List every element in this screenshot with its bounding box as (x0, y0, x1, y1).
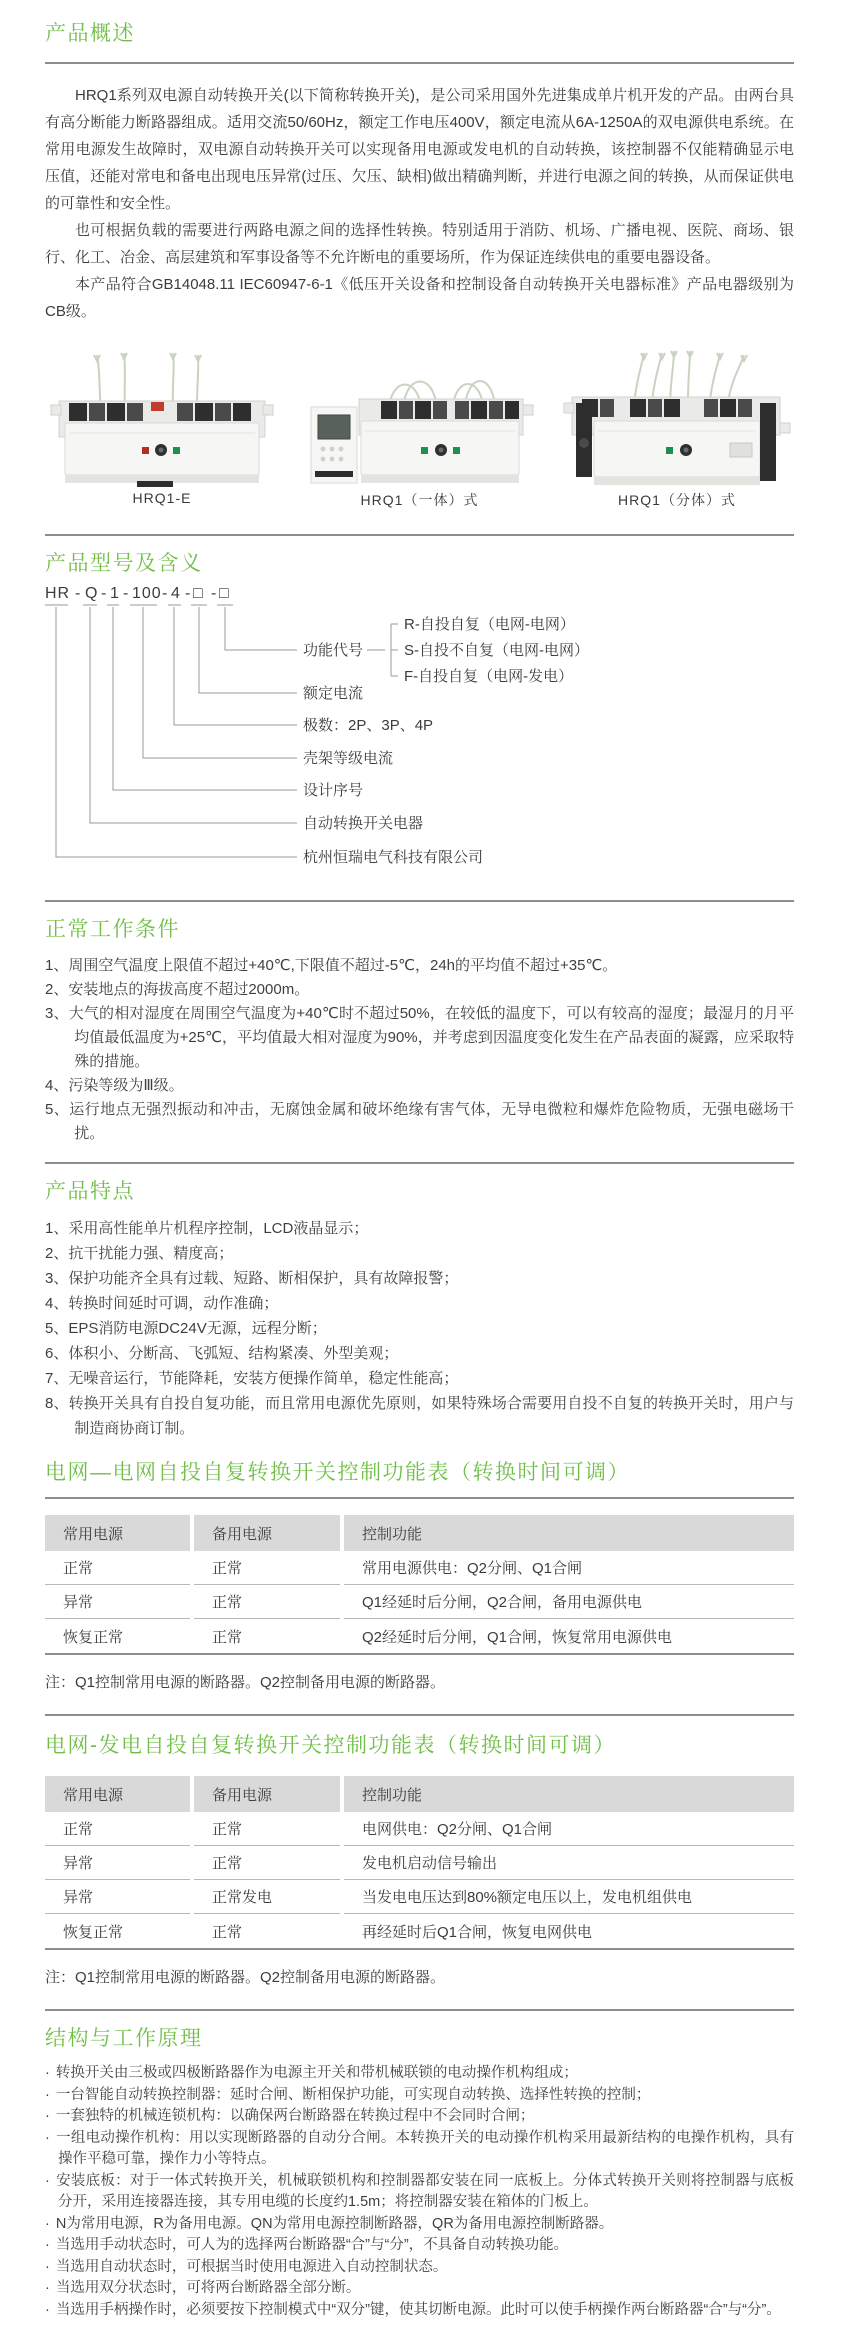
table-note: 注：Q1控制常用电源的断路器。Q2控制备用电源的断路器。 (45, 1969, 446, 1986)
section-title-features: 产品特点 (45, 1180, 135, 1203)
section-title-model: 产品型号及含义 (45, 552, 203, 575)
table-header-row (45, 1776, 794, 1812)
structure-item: · 一台智能自动转换控制器：延时合闸、断相保护功能，可实现自动转换、选择性转换的控制； (45, 2085, 794, 2107)
table-cell: 异常 (45, 1585, 190, 1619)
table-row (45, 1846, 794, 1880)
overview-paragraph: 本产品符合GB14048.11 IEC60947-6-1《低压开关设备和控制设备自动转换开关电器标准》产品电器级别为CB级。 (45, 276, 794, 320)
function-option-r: R-自投自复（电网-电网） (404, 616, 575, 633)
table-cell: 发电机启动信号输出 (344, 1846, 794, 1880)
table-cell: 当发电电压达到80%额定电压以上，发电机组供电 (344, 1880, 794, 1914)
structure-item: · 当选用手动状态时，可人为的选择两台断路器“合”与“分”，不具备自动转换功能。 (45, 2235, 794, 2257)
model-separator: - (211, 585, 218, 602)
table-cell: 正常 (194, 1585, 340, 1619)
model-label-company: 杭州恒瑞电气科技有限公司 (303, 849, 484, 866)
table-cell: 异常 (45, 1846, 190, 1880)
table-cell: Q2经延时后分闸，Q1合闸，恢复常用电源供电 (362, 1628, 673, 1646)
feature-item: 3、保护功能齐全具有过载、短路、断相保护，具有故障报警； (45, 1270, 459, 1287)
table-row (45, 1914, 794, 1948)
feature-item: 7、无噪音运行，节能降耗，安装方便操作简单，稳定性能高； (45, 1370, 459, 1387)
structure-item: · 当选用双分状态时，可将两台断路器全部分断。 (45, 2278, 794, 2300)
table-cell: 正常 (194, 1846, 340, 1880)
table-row (45, 1585, 794, 1619)
grid-grid-control-table (45, 1515, 794, 1655)
table-row (45, 1551, 794, 1585)
column-header: 控制功能 (344, 1776, 794, 1812)
table-row (45, 1880, 794, 1914)
features-list (45, 1216, 794, 1441)
table-cell: 正常 (194, 1551, 340, 1585)
conditions-list (45, 954, 794, 1146)
table-cell: 常用电源供电：Q2分闸、Q1合闸 (344, 1551, 794, 1585)
section-divider (45, 62, 794, 64)
model-label-poles: 极数：2P、3P、4P (303, 717, 434, 734)
figure-hrq1-split (560, 347, 794, 510)
column-header: 备用电源 (194, 1515, 340, 1551)
structure-item: · 当选用手柄操作时，必须要按下控制模式中“双分”键，使其切断电源。此时可以使手柄操作两台断路器“合”与“分”。 (45, 2300, 794, 2322)
table-cell: 电网供电：Q2分闸、Q1合闸 (344, 1812, 794, 1846)
section-divider (45, 1162, 794, 1164)
product-photo-hrq1-integrated (303, 347, 537, 487)
model-separator: - (162, 585, 169, 602)
model-separator: - (185, 585, 192, 602)
section-divider (45, 1497, 794, 1499)
section-title-overview: 产品概述 (45, 22, 135, 45)
function-option-s: S-自投不自复（电网-电网） (404, 642, 589, 659)
section-title-structure: 结构与工作原理 (45, 2027, 203, 2050)
overview-paragraphs (45, 82, 794, 325)
structure-item: · 转换开关由三极或四极断路器作为电源主开关和带机械联锁的电动操作机构组成； (45, 2063, 794, 2085)
section-title-conditions: 正常工作条件 (45, 918, 180, 941)
condition-item: 5、运行地点无强烈振动和冲击，无腐蚀金属和破坏绝缘有害气体，无导电微粒和爆炸危险物质，无强电磁场干扰。 (45, 1101, 794, 1142)
column-header: 备用电源 (194, 1776, 340, 1812)
section-divider (45, 534, 794, 536)
model-label-rated-current: 额定电流 (303, 685, 364, 702)
overview-paragraph: HRQ1系列双电源自动转换开关(以下简称转换开关)，是公司采用国外先进集成单片机开发的产品。由两台具有高分断能力断路器组成。适用交流50/60Hz，额定工作电压400V，额定电流从6A-1250A的双电源供电系统。在常用电源发生故障时，双电源自动转换开关可以实现备用电源或发电机的自动转换，该控制器不仅能精确显示电压值，还能对常电和备电出现电压异常(过压、欠压、缺相)做出精确判断，并进行电源之间的转换，从而保证供电的可靠性和安全性。 (45, 87, 794, 212)
table-cell: 正常 (212, 1628, 243, 1646)
table-row (45, 1812, 794, 1846)
table-row (45, 1619, 794, 1653)
table-cell: 再经延时后Q1合闸，恢复电网供电 (362, 1923, 593, 1941)
model-segment: 100 (132, 585, 162, 602)
structure-item: · 一组电动操作机构：用以实现断路器的自动分合闸。本转换开关的电动操作机构采用最新结构的电操作机构，具有操作平稳可靠，操作力小等特点。 (45, 2128, 794, 2171)
feature-item: 1、采用高性能单片机程序控制，LCD液晶显示； (45, 1220, 369, 1237)
feature-item: 6、体积小、分断高、飞弧短、结构紧凑、外型美观； (45, 1345, 399, 1362)
table-cell: 正常 (45, 1812, 190, 1846)
feature-item: 4、转换时间延时可调，动作准确； (45, 1295, 279, 1312)
model-segment: 4 (171, 585, 181, 602)
figure-hrq1-integrated (303, 347, 537, 510)
table-note: 注：Q1控制常用电源的断路器。Q2控制备用电源的断路器。 (45, 1674, 446, 1691)
section-divider (45, 1714, 794, 1716)
structure-list (45, 2063, 794, 2321)
figure-caption: HRQ1-E (132, 490, 192, 506)
figure-caption: HRQ1（分体）式 (618, 492, 736, 508)
function-option-f: F-自投自复（电网-发电） (404, 668, 574, 685)
structure-item: · 一套独特的机械连锁机构：以确保两台断路器在转换过程中不会同时合闸； (45, 2106, 794, 2128)
condition-item: 2、安装地点的海拔高度不超过2000m。 (45, 981, 310, 998)
model-segment: □ (193, 585, 204, 602)
model-segment: □ (219, 585, 230, 602)
model-segment: HR (45, 585, 71, 602)
model-code-diagram (45, 584, 794, 876)
feature-item: 5、EPS消防电源DC24V无源，远程分断； (45, 1320, 327, 1337)
column-header: 常用电源 (45, 1776, 190, 1812)
figure-caption: HRQ1（一体）式 (360, 492, 479, 508)
table-cell: 正常 (45, 1551, 190, 1585)
model-separator: - (123, 585, 130, 602)
model-segment: Q (85, 585, 99, 602)
model-label-frame-current: 壳架等级电流 (303, 750, 394, 767)
table-cell: 恢复正常 (63, 1923, 124, 1941)
model-segment: 1 (110, 585, 120, 602)
condition-item: 4、污染等级为Ⅲ级。 (45, 1077, 184, 1094)
model-separator: - (101, 585, 108, 602)
product-photo-hrq1-e (45, 347, 279, 487)
feature-item: 2、抗干扰能力强、精度高； (45, 1245, 234, 1262)
structure-item: · 当选用自动状态时，可根据当时使用电源进入自动控制状态。 (45, 2257, 794, 2279)
table-cell: 正常发电 (194, 1880, 340, 1914)
table-cell: Q1经延时后分闸，Q2合闸，备用电源供电 (344, 1585, 794, 1619)
section-divider (45, 2009, 794, 2011)
structure-item: · 安装底板：对于一体式转换开关，机械联锁机构和控制器都安装在同一底板上。分体式转换开关则将控制器与底板分开，采用连接器连接，其专用电缆的长度约1.5m；将控制器安装在箱体的门板上。 (45, 2171, 794, 2214)
condition-item: 3、大气的相对湿度在周围空气温度为+40℃时不超过50%，在较低的温度下，可以有较高的湿度；最湿月的月平均值最低温度为+25℃，平均值最大相对湿度为90%，并考虑到因温度变化发生在产品表面的凝露，应采取特殊的措施。 (45, 1005, 794, 1070)
product-figures (45, 347, 794, 510)
model-label-ats-device: 自动转换开关电器 (303, 815, 424, 832)
overview-paragraph: 也可根据负载的需要进行两路电源之间的选择性转换。特别适用于消防、机场、广播电视、医院、商场、银行、化工、冶金、高层建筑和军事设备等不允许断电的重要场所，作为保证连续供电的重要电器设备。 (45, 222, 794, 266)
table-cell: 恢复正常 (63, 1628, 124, 1646)
figure-hrq1-e (45, 347, 279, 510)
section-divider (45, 900, 794, 902)
table-cell: 正常 (212, 1923, 243, 1941)
product-photo-hrq1-split (560, 347, 794, 487)
condition-item: 1、周围空气温度上限值不超过+40℃,下限值不超过-5℃，24h的平均值不超过+35℃。 (45, 957, 618, 974)
section-title-grid-gen-table: 电网-发电自投自复转换开关控制功能表（转换时间可调） (45, 1734, 616, 1757)
structure-item: · N为常用电源，R为备用电源。QN为常用电源控制断路器，QR为备用电源控制断路器。 (45, 2214, 794, 2236)
column-header: 控制功能 (344, 1515, 794, 1551)
column-header: 常用电源 (45, 1515, 190, 1551)
table-cell: 正常 (194, 1812, 340, 1846)
grid-gen-control-table (45, 1776, 794, 1950)
section-title-grid-grid-table: 电网—电网自投自复转换开关控制功能表（转换时间可调） (45, 1461, 630, 1484)
table-cell: 异常 (45, 1880, 190, 1914)
model-label-function-code: 功能代号 (303, 642, 364, 659)
model-separator: - (75, 585, 82, 602)
table-header-row (45, 1515, 794, 1551)
model-label-design-serial: 设计序号 (303, 782, 364, 799)
feature-item: 8、转换开关具有自投自复功能，而且常用电源优先原则，如果特殊场合需要用自投不自复的转换开关时，用户与制造商协商订制。 (45, 1395, 794, 1437)
